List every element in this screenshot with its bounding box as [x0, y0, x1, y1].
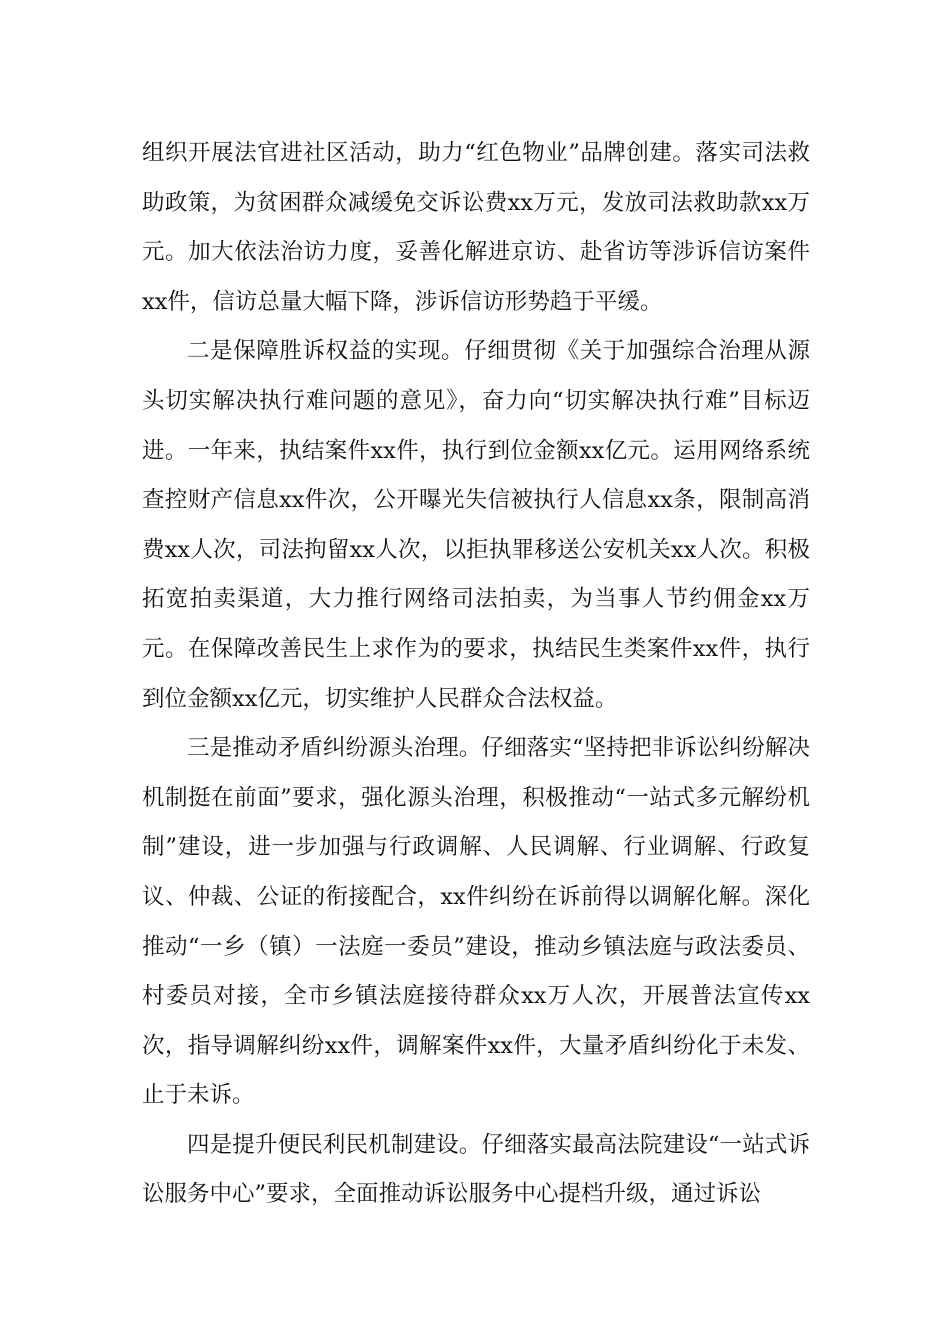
paragraph-4: 四是提升便民利民机制建设。仔细落实最高法院建设“一站式诉讼服务中心”要求，全面推动诉讼服务中心提档升级，通过诉讼	[142, 1131, 810, 1208]
paragraph-2: 二是保障胜诉权益的实现。仔细贯彻《关于加强综合治理从源头切实解决执行难问题的意见》，奋力向“切实解决执行难”目标迈进。一年来，执结案件xx件，执行到位金额xx亿元。运用网络系统查控财产信息xx件次，公开曝光失信被执行人信息xx条，限制高消费xx人次，司法拘留xx人次，以拒执罪移送公安机关xx人次。积极拓宽拍卖渠道，大力推行网络司法拍卖，为当事人节约佣金xx万元。在保障改善民生上求作为的要求，执结民生类案件xx件，执行到位金额xx亿元，切实维护人民群众合法权益。	[142, 338, 810, 712]
document-body	[142, 129, 810, 1220]
paragraph-1: 组织开展法官进社区活动，助力“红色物业”品牌创建。落实司法救助政策，为贫困群众减缓免交诉讼费xx万元，发放司法救助款xx万元。加大依法治访力度，妥善化解进京访、赴省访等涉诉信访案件xx件，信访总量大幅下降，涉诉信访形势趋于平缓。	[142, 140, 810, 315]
paragraph-3: 三是推动矛盾纠纷源头治理。仔细落实“坚持把非诉讼纠纷解决机制挺在前面”要求，强化源头治理，积极推动“一站式多元解纷机制”建设，进一步加强与行政调解、人民调解、行业调解、行政复议、仲裁、公证的衔接配合，xx件纠纷在诉前得以调解化解。深化推动“一乡（镇）一法庭一委员”建设，推动乡镇法庭与政法委员、村委员对接，全市乡镇法庭接待群众xx万人次，开展普法宣传xx次，指导调解纠纷xx件，调解案件xx件，大量矛盾纠纷化于未发、止于未诉。	[142, 735, 810, 1109]
